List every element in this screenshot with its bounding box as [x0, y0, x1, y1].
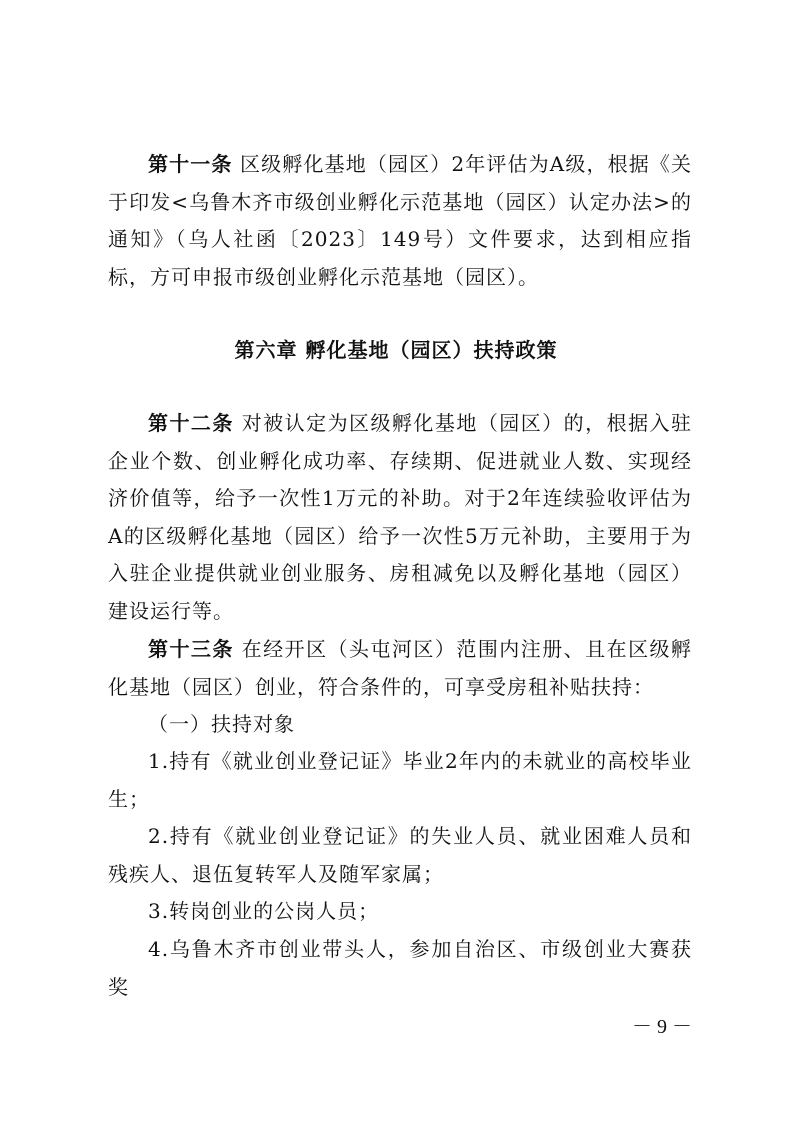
chapter-6-title: 第六章 孵化基地（园区）扶持政策 — [234, 338, 558, 362]
article-11-paragraph — [108, 146, 692, 296]
article-13-label: 第十三条 — [148, 637, 234, 661]
list-item-1: 1.持有《就业创业登记证》毕业2年内的未就业的高校毕业生； — [108, 749, 692, 811]
page-number: － 9 － — [632, 1016, 692, 1038]
article-12-paragraph — [108, 405, 692, 630]
article-11-label: 第十一条 — [148, 152, 233, 176]
list-item-2: 2.持有《就业创业登记证》的失业人员、就业困难人员和残疾人、退伍复转军人及随军家属； — [108, 824, 692, 886]
article-12-text: 对被认定为区级孵化基地（园区）的，根据入驻企业个数、创业孵化成功率、存续期、促进就业人数、实现经济价值等，给予一次性1万元的补助。对于2年连续验收评估为A的区级孵化基地（园区）给予一次性5万元补助，主要用于为入驻企业提供就业创业服务、房租减免以及孵化基地（园区）建设运行等。 — [108, 411, 693, 623]
article-12-label: 第十二条 — [148, 411, 234, 435]
article-13-paragraph — [108, 631, 692, 706]
support-targets-heading: （一）扶持对象 — [148, 712, 295, 736]
article-11-text: 区级孵化基地（园区）2年评估为A级，根据《关于印发<乌鲁木齐市级创业孵化示范基地（园区）认定办法>的通知》（乌人社函〔2023〕149号）文件要求，达到相应指标，方可申报市级创业孵化示范基地（园区）。 — [108, 152, 693, 289]
list-item-4: 4.乌鲁木齐市创业带头人，参加自治区、市级创业大赛获奖 — [108, 937, 692, 999]
list-item-3: 3.转岗创业的公岗人员； — [148, 899, 380, 923]
article-13-text: 在经开区（头屯河区）范围内注册、且在区级孵化基地（园区）创业，符合条件的，可享受房租补贴扶持： — [108, 637, 693, 699]
